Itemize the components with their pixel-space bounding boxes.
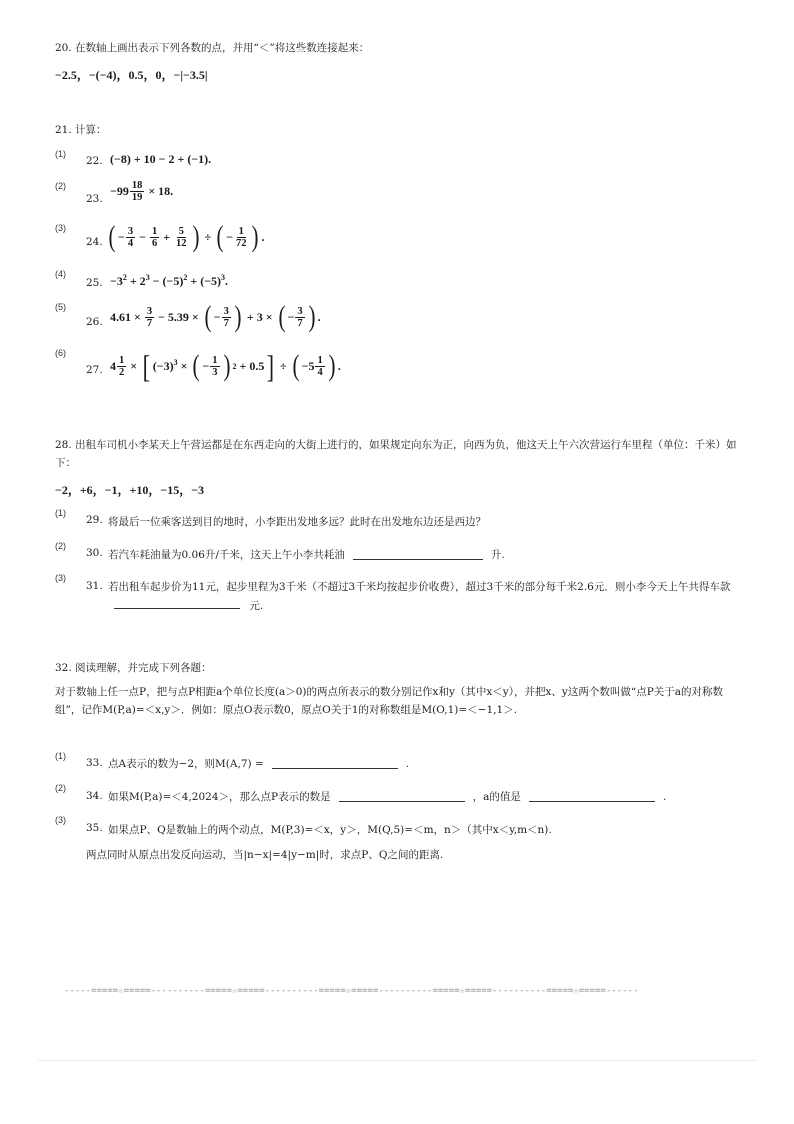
- q29-text: 将最后一位乘客送到目的地时，小李距出发地多远？此时在出发地东边还是西边？: [108, 516, 486, 528]
- q28-num-30: 30.: [86, 547, 103, 559]
- q28-num-29: 29.: [86, 514, 103, 526]
- q35-text-a: 如果点P、Q是数轴上的两个动点，M(P,3)=＜x，y＞，M(Q,5)=＜m，n＞（其中x＜y,m＜n).: [108, 824, 552, 836]
- q35-text-b: 两点同时从原点出发反向运动，当|n−x|=4|y−m|时，求点P、Q之间的距离.: [86, 849, 444, 861]
- q21-label-6: (6): [55, 348, 66, 358]
- q32-num-35: 35.: [86, 822, 103, 834]
- footer-divider: -----=====☆=====----------=====☆=====----------=====☆=====----------=====☆=====----------=====☆=====------: [64, 986, 639, 996]
- q30-text-a: 若汽车耗油量为0.06升/千米，这天上午小李共耗油: [108, 549, 345, 561]
- q31-text-a: 若出租车起步价为11元，起步里程为3千米（不超过3千米均按起步价收费），超过3千米的部分每千米2.6元．则小李今天上午共得车款: [108, 581, 731, 593]
- q33-text-b: .: [405, 757, 410, 770]
- q32-label-2: (2): [55, 783, 66, 793]
- q32-num-33: 33.: [86, 757, 103, 769]
- q33-line: [108, 756, 409, 771]
- q34-text-b: ，a的值是: [472, 791, 521, 803]
- q28-label-1: (1): [55, 508, 66, 518]
- q20-title: 20. 在数轴上画出表示下列各数的点，并用“＜”将这些数连接起来：: [55, 42, 370, 54]
- q33-answer-blank[interactable]: [272, 758, 398, 769]
- q21-label-4: (4): [55, 269, 66, 279]
- expr-22: (−8) + 10 − 2 + (−1).: [110, 152, 212, 166]
- page-bottom-rule: [38, 1060, 756, 1061]
- q34-text-c: .: [662, 790, 667, 803]
- q21-num-25: 25.: [86, 277, 103, 289]
- q34-line: [108, 789, 666, 804]
- q21-label-1: (1): [55, 149, 66, 159]
- q32-intro: 对于数轴上任一点P，把与点P相距a个单位长度(a＞0)的两点所表示的数分别记作x和y（其中x＜y），并把x、y这两个数叫做“点P关于a的对称数组”，记作M(P,a)=＜x,y＞．例如：原点O表示数0，原点O关于1的对称数组是M(O,1)=＜−1,1＞.: [55, 686, 724, 716]
- expr-23: −99 $\frac{18}{19}$ × 18.: [110, 180, 174, 203]
- q31-text-b: 元.: [249, 600, 264, 612]
- q21-label-2: (2): [55, 181, 66, 191]
- q32-label-1: (1): [55, 751, 66, 761]
- q21-label-3: (3): [55, 223, 66, 233]
- q21-num-26: 26.: [86, 316, 103, 328]
- q28-label-2: (2): [55, 541, 66, 551]
- q21-title: 21. 计算：: [55, 124, 107, 136]
- q28-label-3: (3): [55, 573, 66, 583]
- q34-a-blank[interactable]: [529, 791, 655, 802]
- q30-line: [108, 547, 505, 562]
- q33-text-a: 点A表示的数为−2，则M(A,7) =: [108, 758, 264, 770]
- expr-25: $-3^2 + 2^3 - (-5)^2 + (-5)^3$.: [110, 273, 229, 288]
- q32-label-3: (3): [55, 815, 66, 825]
- q28-data: −2，+6，−1，+10，−15，−3: [55, 483, 205, 497]
- q30-answer-blank[interactable]: [353, 549, 483, 560]
- expr-27: 4 $\frac{1}{2}$ × [ $(-3)^3$ × ( − $\frac{1}{3}$ ) 2 + 0.5 ] ÷ ( −5 $\frac{1}{4}$ ) .: [110, 348, 341, 384]
- q30-text-b: 升.: [490, 549, 505, 561]
- q28-num-31: 31.: [86, 580, 103, 592]
- q34-point-blank[interactable]: [339, 791, 465, 802]
- q28-title: 28. 出租车司机小李某天上午营运都是在东西走向的大街上进行的，如果规定向东为正，向西为负，他这天上午六次营运行车里程（单位：千米）如下：: [55, 439, 737, 469]
- q32-num-34: 34.: [86, 790, 103, 802]
- q34-text-a: 如果M(P,a)=＜4,2024＞，那么点P表示的数是: [108, 791, 331, 803]
- q21-num-24: 24.: [86, 236, 103, 248]
- q21-label-5: (5): [55, 302, 66, 312]
- q31-answer-blank[interactable]: [114, 598, 240, 609]
- q21-num-27: 27.: [86, 364, 103, 376]
- q21-num-22: 22.: [86, 155, 103, 167]
- q21-num-23: 23.: [86, 193, 103, 205]
- expr-26: 4.61 × $\frac{3}{7}$ − 5.39 × ( − $\frac{3}{7}$ ) + 3 × ( − $\frac{3}{7}$ ) .: [110, 300, 321, 333]
- q32-title: 32. 阅读理解，并完成下列各题：: [55, 662, 212, 674]
- expr-24: ( − $\frac{3}{4}$ − $\frac{1}{6}$ + $\frac{5}{12}$ ) ÷ ( − $\frac{1}{72}$ ) .: [108, 220, 265, 253]
- q20-numbers: −2.5，−(−4)，0.5，0，−|−3.5|: [55, 68, 208, 82]
- q31-text: [108, 578, 738, 616]
